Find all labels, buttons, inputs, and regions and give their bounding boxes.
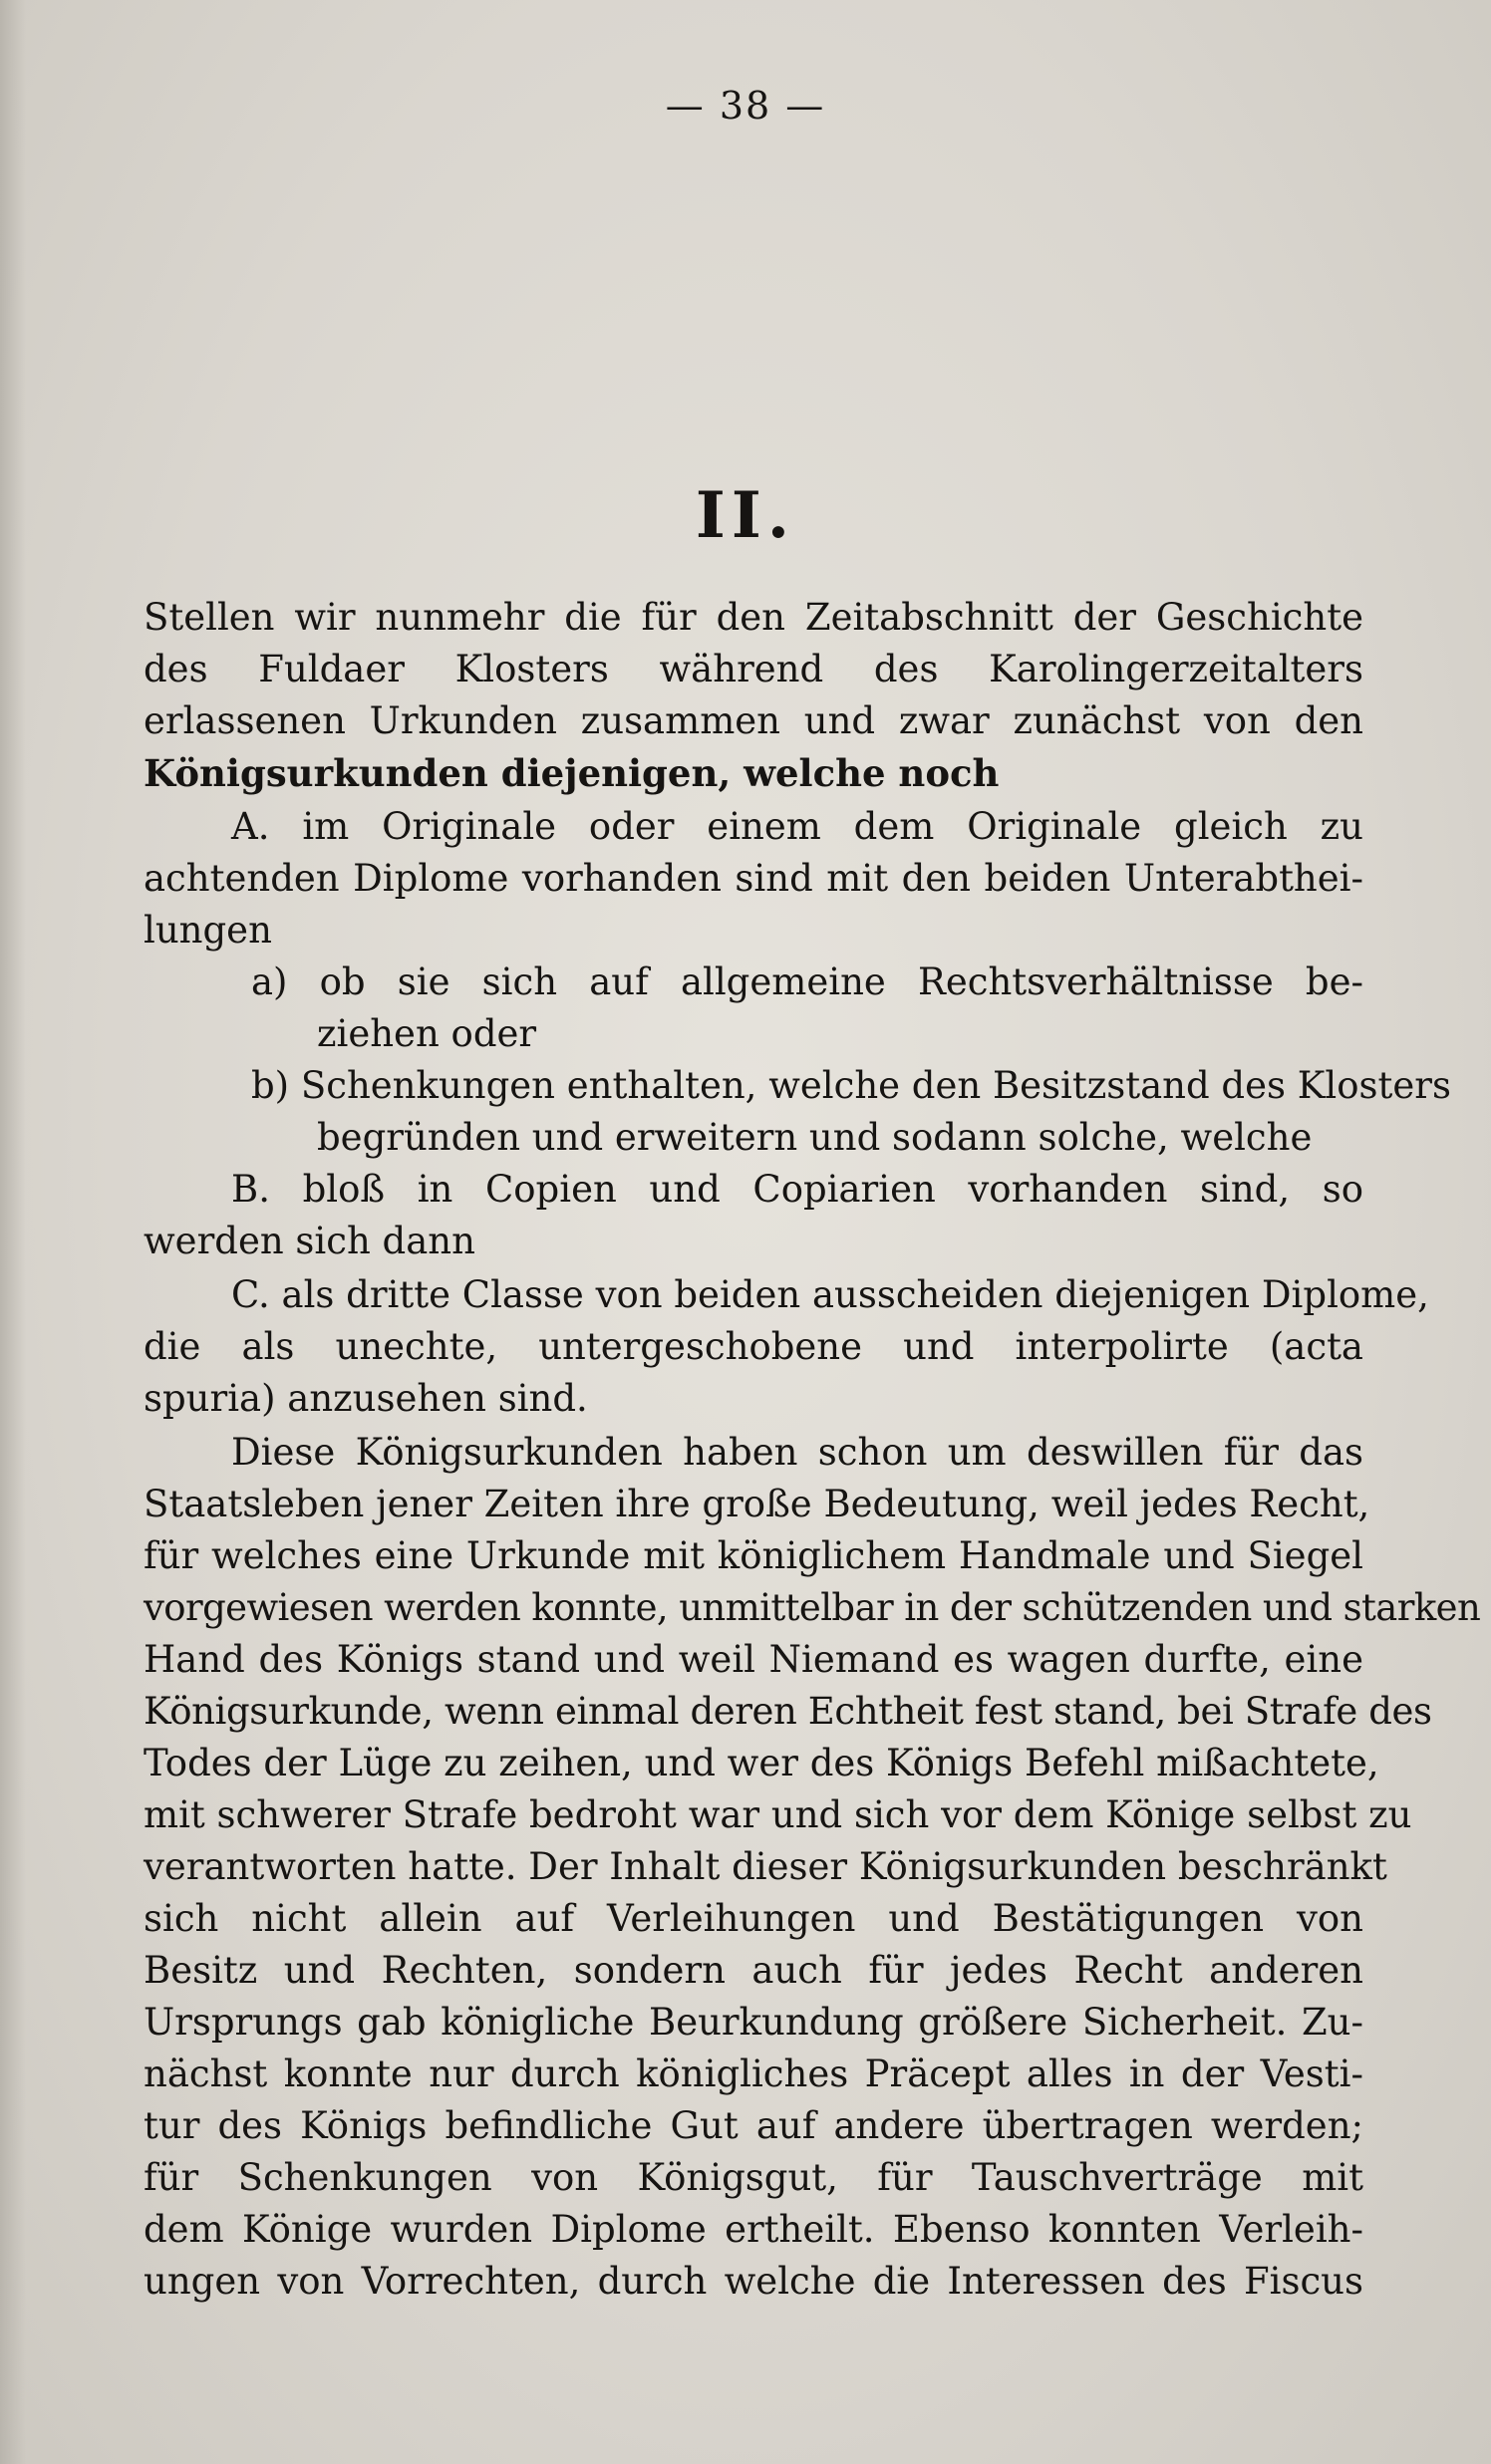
text-line: dem Könige wurden Diplome ertheilt. Ebenso konnten Verleih- — [144, 2208, 1363, 2251]
list-item-b-heading: B. bloß in Copien und Copiarien vorhanden sind, so — [231, 1168, 1363, 1211]
text-line: vorgewiesen werden konnte, unmittelbar in der schützenden und starken — [144, 1586, 1481, 1629]
list-item-c-heading: C. als dritte Classe von beiden ausscheiden diejenigen Diplome, — [231, 1273, 1429, 1316]
text-line: Königsurkunden diejenigen, welche noch — [144, 751, 1000, 795]
text-line: Besitz und Rechten, sondern auch für jedes Recht anderen — [144, 1949, 1363, 1992]
text-line: spuria) anzusehen sind. — [144, 1377, 588, 1420]
text-line: mit schwerer Strafe bedroht war und sich vor dem Könige selbst zu — [144, 1793, 1412, 1836]
text-line: für welches eine Urkunde mit königlichem Handmale und Siegel — [144, 1534, 1363, 1577]
section-heading: II. — [695, 478, 796, 553]
text-line: die als unechte, untergeschobene und interpolirte (acta — [144, 1325, 1363, 1368]
text-line: verantworten hatte. Der Inhalt dieser Königsurkunden beschränkt — [144, 1845, 1387, 1888]
list-item-a-heading: A. im Originale oder einem dem Originale gleich zu — [231, 805, 1363, 848]
text-line: Königsurkunde, wenn einmal deren Echtheit fest stand, bei Strafe des — [144, 1690, 1432, 1733]
sub-item-a: a) ob sie sich auf allgemeine Rechtsverhältnisse be- — [251, 960, 1363, 1003]
text-line: tur des Königs befindliche Gut auf andere übertragen werden; — [144, 2104, 1363, 2147]
text-line: erlassenen Urkunden zusammen und zwar zunächst von den — [144, 699, 1363, 742]
page-number: — 38 — — [665, 84, 826, 128]
text-line: Todes der Lüge zu zeihen, und wer des Königs Befehl mißachtete, — [144, 1742, 1379, 1784]
text-line: Staatsleben jener Zeiten ihre große Bedeutung, weil jedes Recht, — [144, 1483, 1370, 1525]
text-line: begründen und erweitern und sodann solche, welche — [317, 1116, 1313, 1159]
text-line: achtenden Diplome vorhanden sind mit den beiden Unterabthei- — [144, 857, 1363, 900]
sub-item-b: b) Schenkungen enthalten, welche den Besitzstand des Klosters — [251, 1064, 1451, 1107]
text-line: für Schenkungen von Königsgut, für Tauschverträge mit — [144, 2156, 1363, 2199]
text-line: des Fuldaer Klosters während des Karolingerzeitalters — [144, 648, 1363, 690]
text-line: ungen von Vorrechten, durch welche die Interessen des Fiscus — [144, 2260, 1363, 2303]
text-line: lungen — [144, 909, 272, 952]
page-edge-shadow — [0, 0, 26, 2464]
paragraph-start: Diese Königsurkunden haben schon um deswillen für das — [231, 1431, 1363, 1474]
text-line: Ursprungs gab königliche Beurkundung größere Sicherheit. Zu- — [144, 2001, 1363, 2044]
text-line: ziehen oder — [317, 1012, 537, 1055]
text-line: Stellen wir nunmehr die für den Zeitabschnitt der Geschichte — [144, 596, 1363, 639]
text-line: werden sich dann — [144, 1220, 475, 1262]
text-line: sich nicht allein auf Verleihungen und Bestätigungen von — [144, 1897, 1363, 1940]
text-line: Hand des Königs stand und weil Niemand es wagen durfte, eine — [144, 1638, 1363, 1681]
text-line: nächst konnte nur durch königliches Präcept alles in der Vesti- — [144, 2053, 1363, 2095]
